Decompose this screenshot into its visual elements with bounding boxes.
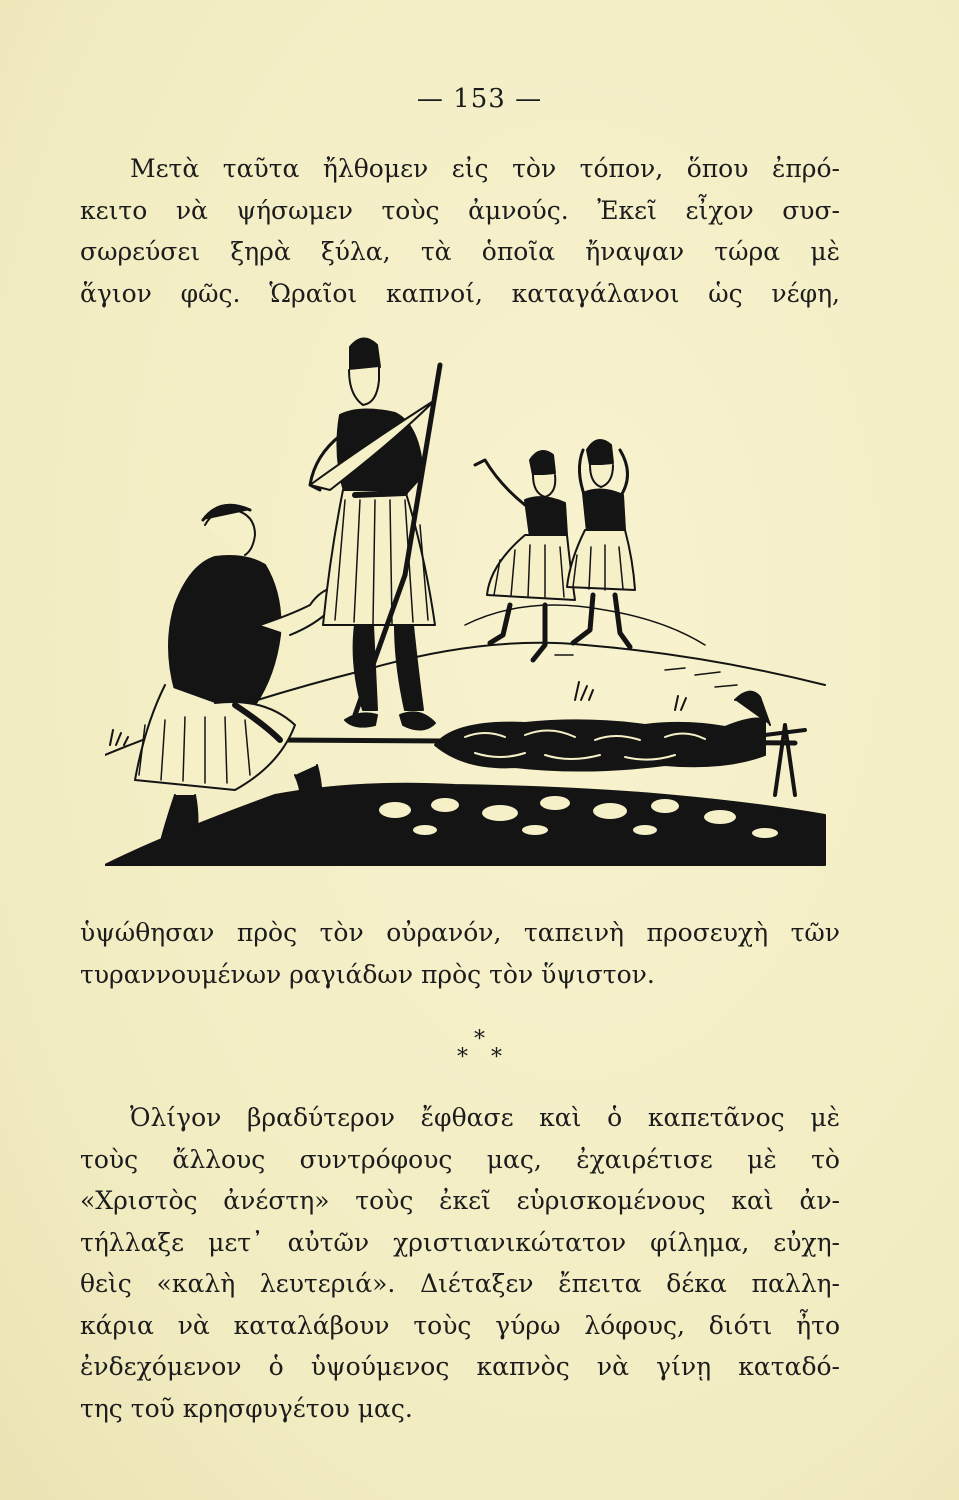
- text-line: κάρια νὰ καταλάβουν τοὺς γύρω λόφους, διότι ἦτο: [80, 1310, 840, 1340]
- text-line: ἅγιον φῶς. Ὡραῖοι καπνοί, καταγάλανοι ὡς νέφη,: [80, 278, 840, 308]
- dancer-figure-1: [475, 451, 575, 660]
- paragraph-1: [80, 148, 840, 314]
- standing-man-figure: [310, 338, 440, 729]
- text-line: τυραννουμένων ραγιάδων πρὸς τὸν ὕψιστον.: [80, 959, 655, 989]
- spit-support: [765, 725, 805, 795]
- paragraph-3: [80, 1097, 840, 1429]
- seated-man-figure: [135, 505, 339, 850]
- fire-bed: [105, 784, 825, 865]
- text-line: θεὶς «καλὴ λευτεριά». Διέταξεν ἔπειτα δέκα παλλη-: [80, 1269, 840, 1298]
- paragraph-2: [80, 912, 840, 995]
- text-line: ἐνδεχόμενον ὁ ὑψούμενος καπνὸς νὰ γίνῃ καταδό-: [80, 1352, 840, 1381]
- section-separator-bottom: * *: [457, 1045, 510, 1070]
- text-line: Ὀλίγον βραδύτερον ἔφθασε καὶ ὁ καπετᾶνος μὲ: [130, 1103, 840, 1132]
- text-line: σωρεύσει ξηρὰ ξύλα, τὰ ὁποῖα ἤναψαν τώρα μὲ: [80, 237, 840, 266]
- section-separator-top: *: [474, 1027, 485, 1052]
- text-line: ὑψώθησαν πρὸς τὸν οὐρανόν, ταπεινὴ προσευχὴ τῶν: [80, 918, 840, 947]
- page-number: — 153 —: [416, 84, 543, 114]
- text-line: «Χριστὸς ἀνέστη» τοὺς ἐκεῖ εὑρισκομένους καὶ ἀν-: [80, 1186, 840, 1215]
- text-line: Μετὰ ταῦτα ἤλθομεν εἰς τὸν τόπον, ὅπου ἐπρό-: [130, 154, 840, 183]
- text-line: τοὺς ἄλλους συντρόφους μας, ἐχαιρέτισε μὲ τὸ: [80, 1144, 840, 1174]
- woodcut-illustration: [105, 325, 830, 870]
- text-line: κειτο νὰ ψήσωμεν τοὺς ἀμνούς. Ἐκεῖ εἶχον συσ-: [80, 195, 840, 225]
- text-line: τήλλαξε μετ᾽ αὐτῶν χριστιανικώτατον φίλημα, εὐχη-: [80, 1227, 840, 1257]
- roasting-lamb: [435, 719, 765, 771]
- text-line: της τοῦ κρησφυγέτου μας.: [80, 1393, 413, 1423]
- dancer-figure-2: [567, 440, 635, 647]
